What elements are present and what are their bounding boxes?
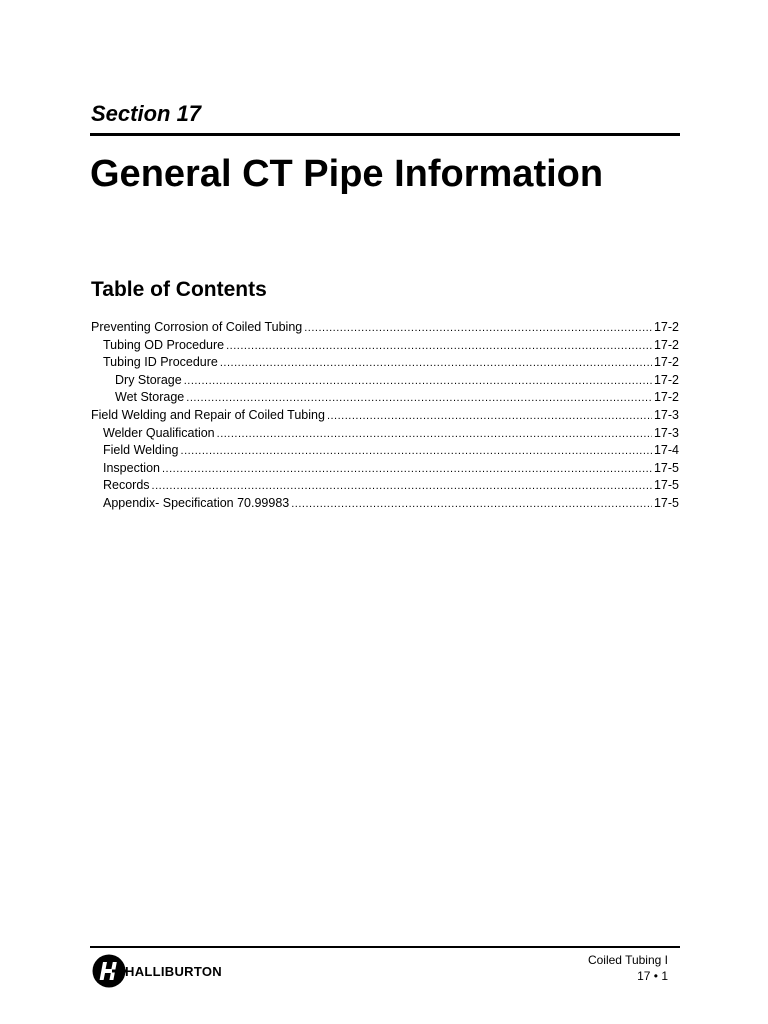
toc-leader: [220, 354, 652, 372]
halliburton-logo: [92, 954, 222, 988]
toc-entry-title: Wet Storage: [115, 390, 185, 405]
toc-entry-page: 17-2: [653, 355, 679, 370]
toc-entry-title: Tubing ID Procedure: [103, 355, 218, 370]
toc-leader: [327, 407, 652, 425]
toc-entry[interactable]: [91, 389, 679, 407]
header-rule: [90, 133, 680, 136]
footer-info: [588, 952, 668, 984]
toc-entry-page: 17-2: [653, 372, 679, 387]
toc-entry-title: Welder Qualification: [103, 425, 215, 440]
page-title: General CT Pipe Information: [90, 153, 604, 195]
toc-entry-title: Appendix- Specification 70.99983: [103, 495, 290, 510]
toc-entry-title: Preventing Corrosion of Coiled Tubing: [91, 320, 303, 334]
toc-entry-page: 17-4: [653, 443, 679, 458]
toc-entry[interactable]: [91, 477, 679, 495]
toc-entry[interactable]: [91, 442, 679, 460]
toc-leader: [184, 372, 652, 390]
toc-leader: [291, 495, 652, 513]
logo-text: HALLIBURTON: [125, 963, 222, 979]
table-of-contents: [91, 319, 679, 513]
toc-entry-title: Field Welding: [103, 443, 179, 458]
toc-entry-title: Field Welding and Repair of Coiled Tubing: [91, 407, 325, 422]
toc-leader: [186, 389, 652, 407]
toc-entry-page: 17-5: [653, 495, 679, 510]
toc-entry[interactable]: [91, 372, 679, 390]
toc-entry-title: Dry Storage: [115, 372, 182, 387]
toc-entry[interactable]: [91, 337, 679, 355]
toc-entry[interactable]: [91, 495, 679, 513]
section-label: Section 17: [91, 101, 202, 126]
toc-heading: Table of Contents: [91, 278, 267, 301]
toc-leader: [226, 337, 652, 355]
toc-entry-page: 17-5: [653, 460, 679, 475]
toc-entry[interactable]: [91, 460, 679, 478]
toc-entry-page: 17-2: [653, 337, 679, 352]
toc-entry[interactable]: [91, 354, 679, 372]
toc-leader: [181, 442, 652, 460]
toc-leader: [152, 477, 652, 495]
toc-leader: [304, 319, 652, 337]
halliburton-logo-icon: [92, 954, 126, 988]
toc-leader: [162, 460, 652, 478]
toc-entry-title: Tubing OD Procedure: [103, 337, 225, 352]
toc-entry-page: 17-3: [653, 425, 679, 440]
toc-entry-title: Inspection: [103, 460, 160, 475]
manual-name: Coiled Tubing I: [587, 953, 668, 967]
page-number: 17 • 1: [637, 969, 668, 983]
toc-leader: [217, 425, 652, 443]
toc-entry-page: 17-2: [653, 320, 679, 334]
toc-entry-title: Records: [103, 478, 150, 493]
toc-entry[interactable]: [91, 425, 679, 443]
toc-entry-page: 17-2: [653, 390, 679, 405]
toc-entry-page: 17-3: [653, 407, 679, 422]
toc-entry-page: 17-5: [653, 478, 679, 493]
toc-entry[interactable]: [91, 407, 679, 425]
footer-rule: [90, 946, 680, 948]
toc-entry[interactable]: [91, 319, 679, 337]
